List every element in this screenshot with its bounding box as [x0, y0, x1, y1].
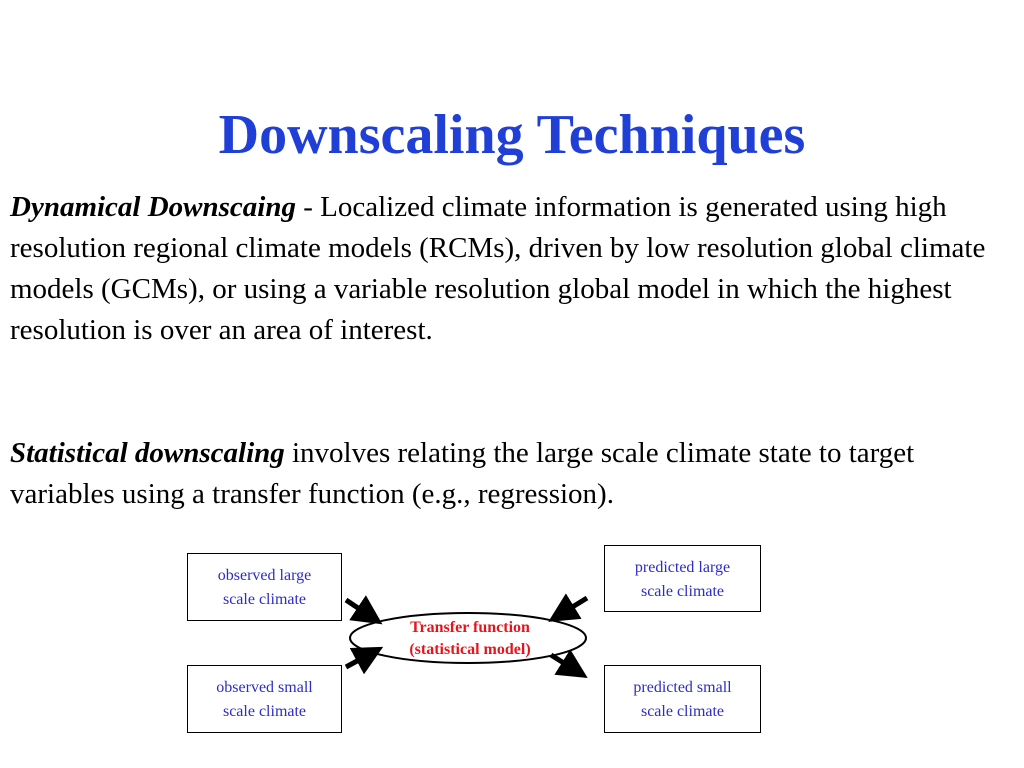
arrow-obs-large-to-transfer — [346, 600, 370, 616]
slide-title: Downscaling Techniques — [218, 104, 806, 166]
predicted-large-scale-box: predicted large scale climate — [604, 545, 761, 612]
observed-small-scale-box: observed small scale climate — [187, 665, 342, 733]
predicted-small-scale-box: predicted small scale climate — [604, 665, 761, 733]
dynamical-downscaling-text: - Localized climate information is generated using high resolution regional climate models (RCMs), driven by low resolution global climate models (GCMs), or using a variable resolution global model in which the highest resolution is over an area of interest. — [10, 191, 986, 346]
statistical-downscaling-text: involves relating the large scale climate state to target variables using a transfer function (e.g., regression). — [10, 437, 915, 510]
transfer-function-label: Transfer function (statistical model) — [409, 619, 531, 658]
observed-large-scale-box: observed large scale climate — [187, 553, 342, 621]
arrow-pred-large-to-transfer — [561, 598, 587, 614]
statistical-downscaling-term: Statistical downscaling — [10, 437, 285, 469]
dynamical-downscaling-term: Dynamical Downscaing — [10, 191, 296, 223]
